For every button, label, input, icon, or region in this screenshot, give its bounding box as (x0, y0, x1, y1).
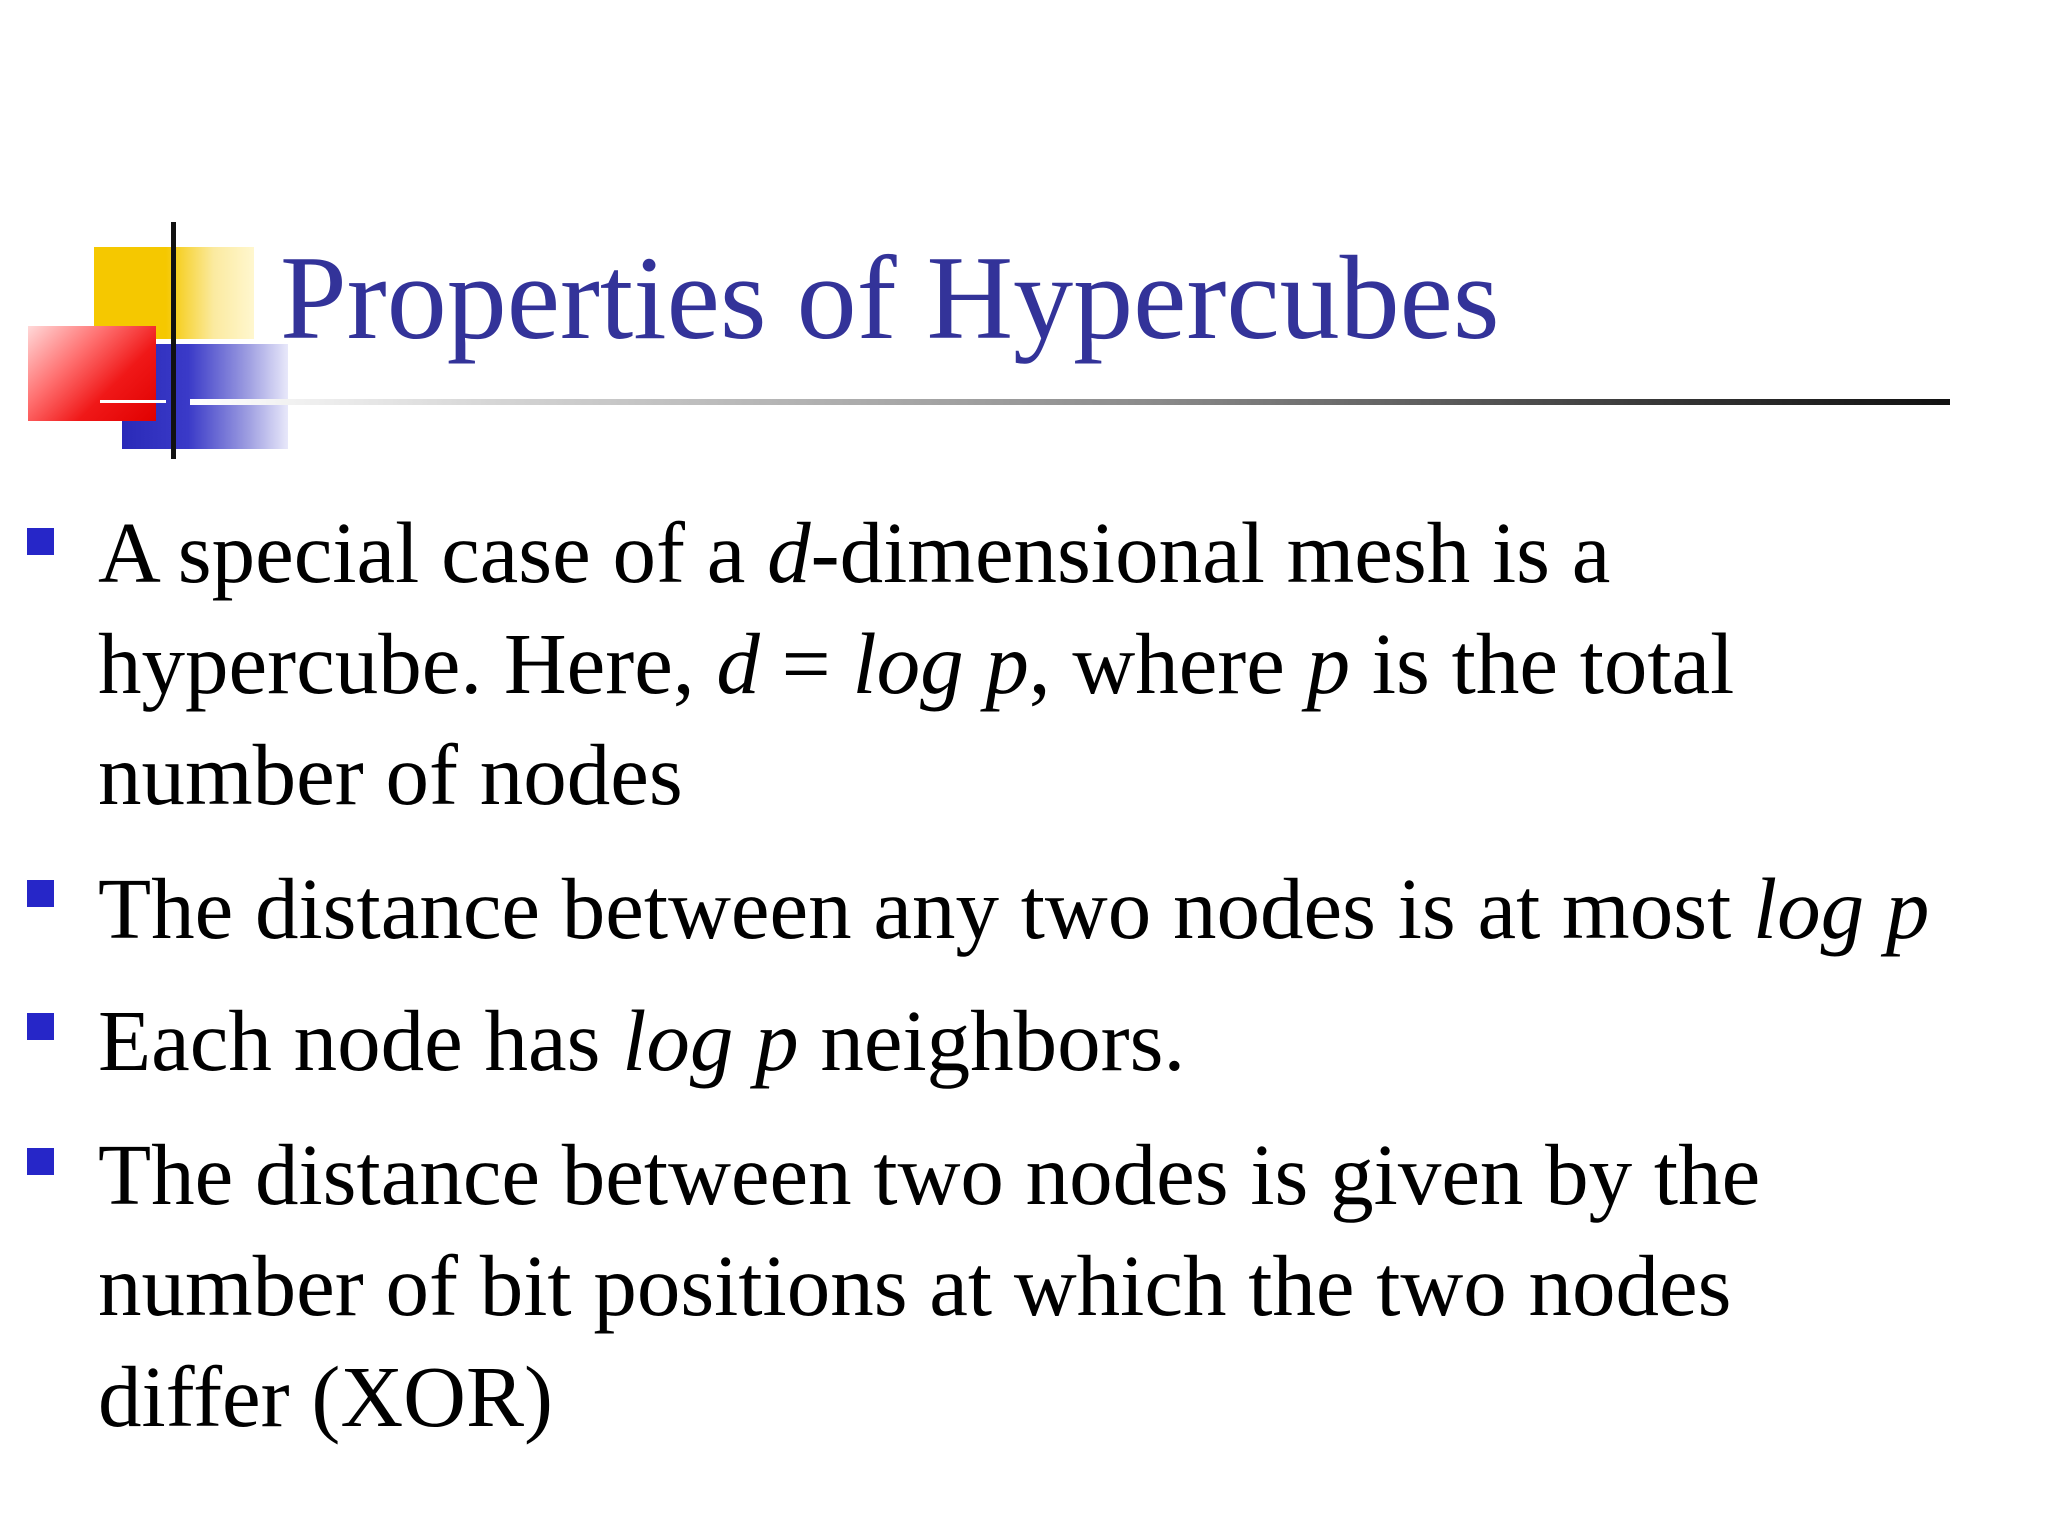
text-run: The distance between two nodes is given by the (98, 1126, 1761, 1223)
text-run: -dimensional mesh is a (810, 504, 1611, 601)
italic-text-run: log p (852, 615, 1029, 712)
italic-text-run: p (1306, 615, 1351, 712)
text-run: = (759, 615, 853, 712)
logo-horizontal-line (100, 400, 166, 403)
text-run: A special case of a (98, 504, 768, 601)
slide-title: Properties of Hypercubes (280, 231, 1500, 364)
bullet-line (98, 1230, 1760, 1341)
logo-red-square (28, 326, 156, 421)
bullet-item (98, 985, 1185, 1096)
logo-vertical-line (171, 222, 176, 459)
bullet-marker-icon (27, 1013, 54, 1040)
text-run: , where (1028, 615, 1307, 712)
bullet-line (98, 985, 1185, 1096)
text-run: number of nodes (98, 726, 683, 823)
bullet-marker-icon (27, 1148, 54, 1175)
italic-text-run: log p (1753, 860, 1930, 957)
text-run: hypercube. Here, (98, 615, 717, 712)
italic-text-run: d (716, 615, 760, 712)
bullet-item (98, 853, 1929, 964)
text-run: The distance between any two nodes is at most (98, 860, 1753, 957)
text-run: number of bit positions at which the two nodes (98, 1237, 1732, 1334)
bullet-line (98, 1341, 1760, 1452)
text-run: is the total (1350, 615, 1735, 712)
text-run: Each node has (98, 992, 623, 1089)
italic-text-run: log p (622, 992, 799, 1089)
title-underline-rule (190, 399, 1950, 405)
bullet-line (98, 719, 1734, 830)
text-run: neighbors. (798, 992, 1186, 1089)
bullet-line (98, 608, 1734, 719)
bullet-item (98, 497, 1734, 830)
bullet-item (98, 1119, 1760, 1452)
bullet-marker-icon (27, 528, 54, 555)
bullet-marker-icon (27, 880, 54, 907)
bullet-line (98, 497, 1734, 608)
italic-text-run: d (767, 504, 811, 601)
text-run: differ (XOR) (98, 1348, 554, 1445)
bullet-line (98, 853, 1929, 964)
bullet-line (98, 1119, 1760, 1230)
